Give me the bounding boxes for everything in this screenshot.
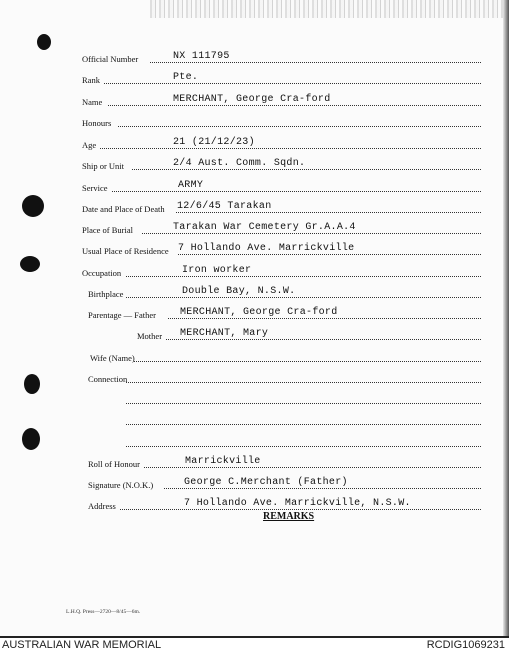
remarks-heading: REMARKS xyxy=(263,511,315,522)
honours-label: Honours xyxy=(82,118,112,128)
printer-imprint: L.H.Q. Press—2720—8/45—6m. xyxy=(66,609,141,615)
field-date-place-of-death xyxy=(0,200,509,214)
roll-of-honour-value: Marrickville xyxy=(185,456,261,467)
rank-label: Rank xyxy=(82,75,100,85)
occupation-label: Occupation xyxy=(82,268,122,278)
connection-blank-line xyxy=(0,412,509,426)
field-signature xyxy=(0,476,509,490)
field-roll-of-honour xyxy=(0,455,509,469)
field-name xyxy=(0,93,509,107)
field-father xyxy=(0,306,509,320)
field-connection xyxy=(0,370,509,384)
signature-label: Signature (N.O.K.) xyxy=(88,480,154,490)
mother-label: Mother xyxy=(137,331,163,341)
footer-record-id: RCDIG1069231 xyxy=(426,639,505,651)
mother-value: MERCHANT, Mary xyxy=(180,328,269,339)
field-honours xyxy=(0,114,509,128)
burial-value: Tarakan War Cemetery Gr.A.A.4 xyxy=(173,222,356,233)
field-occupation xyxy=(0,264,509,278)
field-wife xyxy=(0,349,509,363)
residence-label: Usual Place of Residence xyxy=(82,246,169,256)
field-birthplace xyxy=(0,285,509,299)
scan-edge-noise xyxy=(150,0,509,18)
father-value: MERCHANT, George Cra-ford xyxy=(180,307,338,318)
official-number-label: Official Number xyxy=(82,54,139,64)
service-label: Service xyxy=(82,183,108,193)
field-service xyxy=(0,179,509,193)
occupation-value: Iron worker xyxy=(182,265,252,276)
death-value: 12/6/45 Tarakan xyxy=(177,201,272,212)
field-residence xyxy=(0,242,509,256)
address-label: Address xyxy=(88,501,116,511)
field-ship-or-unit xyxy=(0,157,509,171)
connection-blank-line xyxy=(0,391,509,405)
field-address xyxy=(0,497,509,511)
birthplace-label: Birthplace xyxy=(88,289,124,299)
signature-value: George C.Merchant (Father) xyxy=(184,477,348,488)
roll-of-honour-label: Roll of Honour xyxy=(88,459,140,469)
field-age xyxy=(0,136,509,150)
name-value: MERCHANT, George Cra-ford xyxy=(173,94,331,105)
father-label: Parentage — Father xyxy=(88,310,156,320)
rank-value: Pte. xyxy=(173,72,199,83)
residence-value: 7 Hollando Ave. Marrickville xyxy=(178,243,355,254)
ship-or-unit-value: 2/4 Aust. Comm. Sqdn. xyxy=(173,158,306,169)
footer-institution: AUSTRALIAN WAR MEMORIAL xyxy=(2,639,162,651)
punch-hole xyxy=(37,34,51,50)
field-rank xyxy=(0,71,509,85)
address-value: 7 Hollando Ave. Marrickville, N.S.W. xyxy=(184,498,411,509)
name-label: Name xyxy=(82,97,103,107)
field-mother xyxy=(0,327,509,341)
death-label: Date and Place of Death xyxy=(82,204,165,214)
wife-label: Wife (Name) xyxy=(90,353,135,363)
field-place-of-burial xyxy=(0,221,509,235)
birthplace-value: Double Bay, N.S.W. xyxy=(182,286,296,297)
connection-blank-line xyxy=(0,434,509,448)
field-official-number xyxy=(0,50,509,64)
ship-or-unit-label: Ship or Unit xyxy=(82,161,125,171)
age-value: 21 (21/12/23) xyxy=(173,137,255,148)
service-value: ARMY xyxy=(178,180,204,191)
official-number-value: NX 111795 xyxy=(173,51,230,62)
connection-label: Connection xyxy=(88,374,128,384)
age-label: Age xyxy=(82,140,97,150)
burial-label: Place of Burial xyxy=(82,225,133,235)
